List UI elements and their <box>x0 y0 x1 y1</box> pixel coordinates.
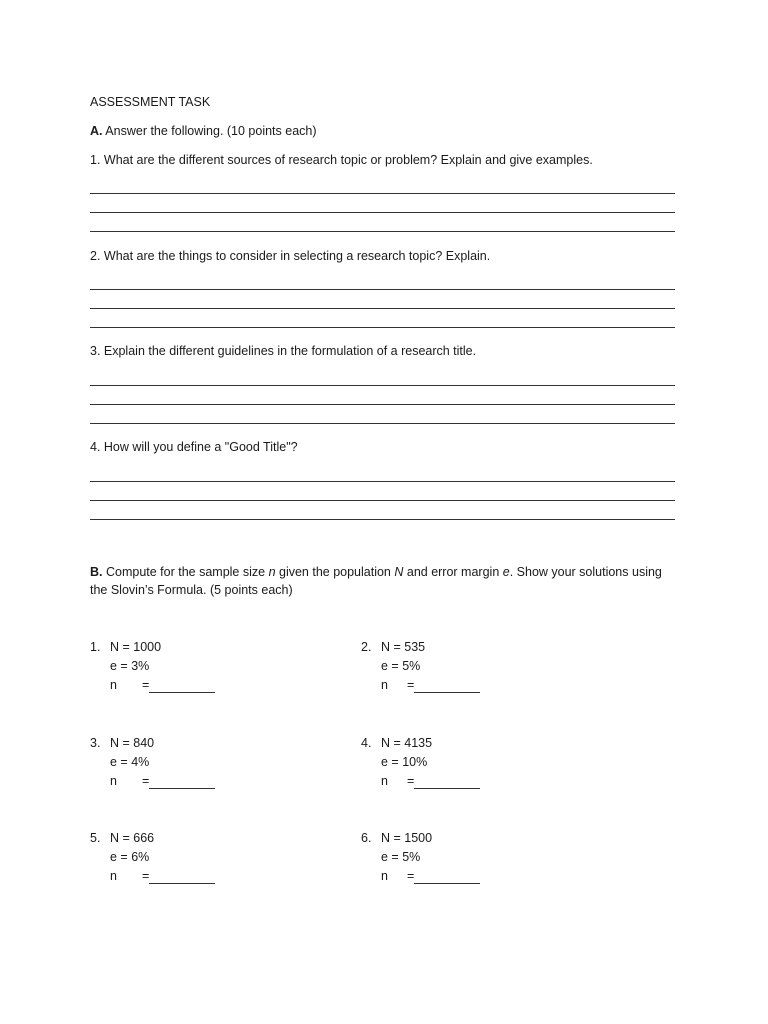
part-b-instruction <box>90 564 662 580</box>
error-margin-value: e = 5% <box>381 659 421 673</box>
question-1: 1. What are the different sources of research topic or problem? Explain and give examples. <box>90 153 593 167</box>
answer-line[interactable] <box>90 289 675 290</box>
problem-4 <box>361 734 561 791</box>
problem-1 <box>90 638 290 695</box>
equals-sign: = <box>407 678 415 692</box>
population-value: N = 535 <box>381 640 426 654</box>
problem-number: 1. <box>90 640 101 654</box>
problem-number: 5. <box>90 831 101 845</box>
answer-line[interactable] <box>90 404 675 405</box>
equals-sign: = <box>407 774 415 788</box>
part-b-text-1: Compute for the sample size <box>105 565 269 579</box>
answer-line[interactable] <box>90 308 675 309</box>
sample-size-answer-blank[interactable] <box>414 869 480 884</box>
problem-6 <box>361 829 561 886</box>
equals-sign: = <box>142 869 150 883</box>
answer-line[interactable] <box>90 231 675 232</box>
population-value: N = 666 <box>110 831 155 845</box>
answer-line[interactable] <box>90 519 675 520</box>
sample-size-answer-blank[interactable] <box>414 774 480 789</box>
var-N: N <box>394 565 404 579</box>
page-title: ASSESSMENT TASK <box>90 95 211 109</box>
question-4: 4. How will you define a "Good Title"? <box>90 440 298 454</box>
sample-size-answer-blank[interactable] <box>149 678 215 693</box>
error-margin-value: e = 6% <box>110 850 150 864</box>
answer-line[interactable] <box>90 327 675 328</box>
error-margin-value: e = 3% <box>110 659 150 673</box>
population-value: N = 840 <box>110 736 155 750</box>
error-margin-value: e = 10% <box>381 755 428 769</box>
answer-line[interactable] <box>90 481 675 482</box>
problem-2 <box>361 638 561 695</box>
part-b-text-4: . Show your solutions using <box>509 565 662 579</box>
equals-sign: = <box>142 774 150 788</box>
part-a-instruction <box>90 123 317 139</box>
equals-sign: = <box>142 678 150 692</box>
part-a-instruction-text: Answer the following. (10 points each) <box>105 124 317 138</box>
answer-line[interactable] <box>90 212 675 213</box>
problem-number: 2. <box>361 640 372 654</box>
part-a-lead: A. <box>90 124 103 138</box>
answer-line[interactable] <box>90 193 675 194</box>
answer-line[interactable] <box>90 423 675 424</box>
sample-size-answer-blank[interactable] <box>149 774 215 789</box>
equals-sign: = <box>407 869 415 883</box>
var-e: e <box>502 565 510 579</box>
part-b-text-3: and error margin <box>403 565 503 579</box>
answer-line[interactable] <box>90 385 675 386</box>
problem-number: 4. <box>361 736 372 750</box>
sample-size-label: n <box>110 678 117 692</box>
sample-size-label: n <box>381 774 388 788</box>
sample-size-label: n <box>110 774 117 788</box>
sample-size-label: n <box>381 869 388 883</box>
part-b-text-2: given the population <box>275 565 395 579</box>
question-2: 2. What are the things to consider in selecting a research topic? Explain. <box>90 249 491 263</box>
problem-5 <box>90 829 290 886</box>
problem-3 <box>90 734 290 791</box>
sample-size-label: n <box>110 869 117 883</box>
error-margin-value: e = 4% <box>110 755 150 769</box>
problem-number: 3. <box>90 736 101 750</box>
var-n: n <box>268 565 276 579</box>
sample-size-label: n <box>381 678 388 692</box>
population-value: N = 1000 <box>110 640 162 654</box>
part-b-instruction-line-2: the Slovin’s Formula. (5 points each) <box>90 583 293 597</box>
problem-number: 6. <box>361 831 372 845</box>
population-value: N = 1500 <box>381 831 433 845</box>
question-3: 3. Explain the different guidelines in the formulation of a research title. <box>90 344 477 358</box>
part-b-lead: B. <box>90 565 103 579</box>
sample-size-answer-blank[interactable] <box>414 678 480 693</box>
answer-line[interactable] <box>90 500 675 501</box>
sample-size-answer-blank[interactable] <box>149 869 215 884</box>
error-margin-value: e = 5% <box>381 850 421 864</box>
population-value: N = 4135 <box>381 736 433 750</box>
